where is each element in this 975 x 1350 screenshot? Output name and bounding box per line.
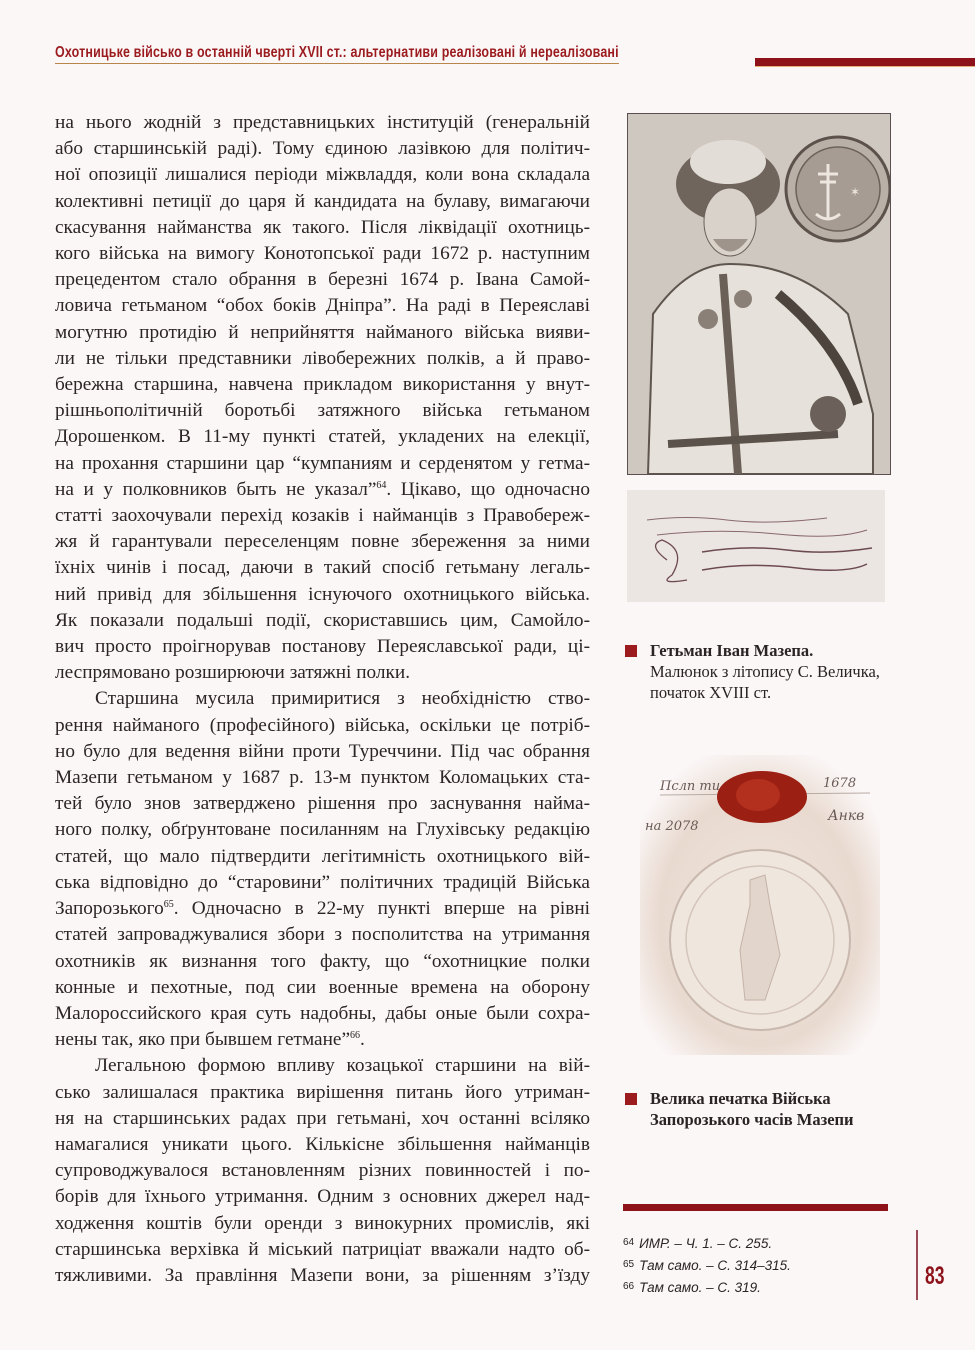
text-line: ловича гетьманом “обох боків Дніпра”. На раді в Переяславі [55,295,590,317]
footnotes [623,1232,791,1298]
text-line: на прохання старшини цар “кумпаниям и серденятом у гетма- [55,452,590,474]
text-line-with-footnote [55,477,590,503]
text-line-with-footnote [55,896,590,922]
signature-script-icon [627,490,885,602]
text-fragment: . [360,1029,365,1051]
footnote-text: ИМР. – Ч. 1. – С. 255. [639,1236,773,1251]
text-line: Як показали подальші події, скориставшись цим, Самойло- [55,609,590,631]
page-number-rule [916,1230,918,1300]
text-fragment: на и у полковников быть не указал” [55,478,377,500]
mazepa-portrait-image [627,113,891,475]
paragraph-1 [55,110,590,686]
text-line: бережна старшина, навчена прикладом використання у внут- [55,374,590,396]
header-accent-bar [755,58,975,66]
main-text-column [55,110,590,1289]
text-line: старшинська верхівка й міський патриціат вважали надто об- [55,1238,590,1260]
text-line: ходження коштів були оренди з винокурних промислів, які [55,1212,590,1234]
caption-title: Гетьман Іван Мазепа. [650,641,814,660]
text-line: або старшинській раді). Тому єдиною лазівкою для політич- [55,138,590,160]
footnote-number: 66 [623,1281,635,1292]
text-line: ної опозиції лишалися періоди міжвладдя, коли вона складала [55,164,590,186]
text-fragment: . Одночасно в 22-му пункті вперше на рівні [173,898,590,920]
text-line: колективні петиції до царя й кандидата на булаву, вимагаючи [55,190,590,212]
footnote-65 [623,1254,791,1276]
footnote-number: 64 [623,1237,635,1248]
text-line: на нього жодній з представницьких інституцій (генеральній [55,112,590,133]
mazepa-signature-image [627,490,885,602]
text-line: ня на старшинських радах при гетьмані, хоч останні всіляко [55,1107,590,1129]
svg-text:Анкв: Анкв [828,808,865,824]
text-line: намагалися уникати цього. Кількісне збільшення найманців [55,1133,590,1155]
svg-text:1678: 1678 [823,776,857,791]
text-line: супроводжувалося встановленням різних повинностей і по- [55,1160,590,1182]
text-line: ний привід для збільшення існуючого охотницького війська. [55,583,590,605]
caption-line: Малюнок з літопису С. Величка, [650,662,880,681]
text-line: тяжливими. За правління Мазепи вони, за рішенням з’їзду [55,1264,590,1286]
text-line: ного полку, обґрунтоване посиланням на Глухівську редакцію [55,819,590,841]
footnote-ref-66[interactable]: 66 [350,1030,361,1042]
portrait-caption [625,640,880,703]
text-line: Дорошенком. В 11-му пункті статей, укладених на елекції, [55,426,590,448]
svg-text:Пслп ти: Пслп ти [660,779,721,794]
seal-caption [625,1088,854,1130]
svg-text:✶: ✶ [850,185,861,199]
footnote-ref-64[interactable]: 64 [376,479,387,491]
text-line: могутню протидію й неприйняття найманого війська вияви- [55,321,590,343]
text-line: охотників як визнання того факту, що “охотницкие полки [55,950,590,972]
text-line: статті заохочували перехід козаків і найманців з Правобереж- [55,505,590,527]
caption-line: початок XVIII ст. [650,683,772,702]
text-line: ли не тільки представники лівобережних полків, а й право- [55,347,590,369]
text-fragment: . Цікаво, що одночасно [386,478,590,500]
caption-line: Велика печатка Війська [650,1089,831,1108]
footnote-ref-65[interactable]: 65 [163,899,174,911]
caption-bullet-icon [625,645,637,657]
text-line: леспрямовано розширюючи затяжні полки. [55,662,411,684]
header-accent-rule [755,66,975,67]
text-line: тей було знов затверджено рішення про заснування найма- [55,793,590,815]
portrait-engraving-icon [628,114,890,474]
footnote-64 [623,1232,791,1254]
text-line: борів для їхнього утримання. Одним з основних джерел над- [55,1186,590,1208]
text-line: ська відповідно до “старовини” політичних традицій Війська [55,871,590,893]
text-line: конные и пехотные, под сии военные времена на оборону [55,976,590,998]
text-line: вич просто проігнорував постанову Переяславської ради, ці- [55,636,590,658]
page-number: 83 [925,1262,945,1290]
text-fragment: Запорозького [55,898,164,920]
running-head-title: Охотницьке військо в останній чверті XVII ст.: альтернативи реалізовані й нереалізовані [55,44,619,64]
svg-text:на 2078: на 2078 [645,819,699,834]
text-line: їхніх чинів і посад, даючи в такий спосіб гетьману легаль- [55,557,590,579]
text-line-with-footnote [55,1027,590,1053]
text-line: статей, що мало підтвердити легітимність охотницького вій- [55,845,590,867]
footnote-divider-bar [623,1204,888,1211]
text-line: кого війська на вимогу Конотопської ради 1672 р. наступним [55,243,590,265]
text-line: рення найманого (професійного) війська, оскільки це потріб- [55,714,590,736]
text-line: Старшина мусила примиритися з необхідністю ство- [95,688,590,710]
text-line: скасування найманства як такого. Після ліквідації охотниць- [55,216,590,238]
text-line: жя й гарантували переселенцям повне збереження за ними [55,531,590,553]
text-line: прецедентом стало обрання в березні 1674 р. Івана Самой- [55,269,590,291]
footnote-66 [623,1276,791,1298]
caption-bullet-icon [625,1093,637,1105]
wax-seal-icon [640,755,880,1055]
footnote-text: Там само. – С. 314–315. [639,1258,791,1273]
text-line: Малороссийского края суть надобны, дабы оные были сохра- [55,1002,590,1024]
caption-line: Запорозького часів Мазепи [650,1110,854,1129]
paragraph-2 [55,686,590,1053]
text-line: но було для ведення війни проти Туреччини. Під час обрання [55,740,590,762]
paragraph-3 [55,1053,590,1289]
footnote-number: 65 [623,1259,635,1270]
great-seal-image [640,755,880,1055]
text-line: Легальною формою впливу козацької старшини на вій- [95,1055,590,1077]
text-line: рішньополітичній боротьбі затяжного війська гетьманом [55,400,590,422]
text-line: статей запроваджувалися збори з посполитства на утримання [55,924,590,946]
footnote-text: Там само. – С. 319. [639,1280,761,1295]
text-fragment: нены так, яко при бывшем гетмане” [55,1029,351,1051]
text-line: Мазепи гетьманом у 1687 р. 13-м пунктом Коломацьких ста- [55,767,590,789]
text-line: сько залишалася практика вирішення питань його утриман- [55,1081,590,1103]
